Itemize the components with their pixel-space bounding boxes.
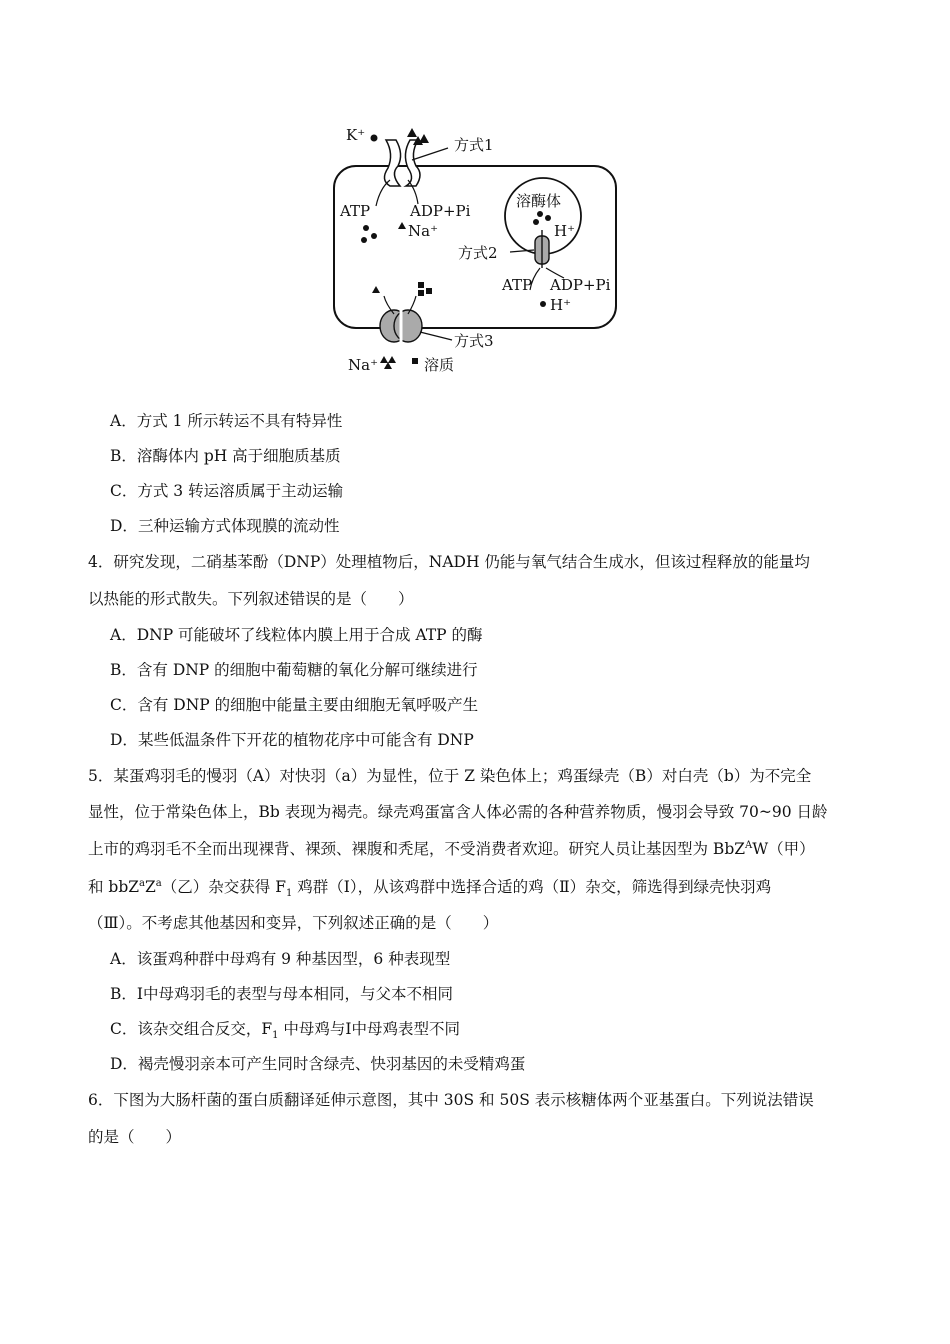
superscript: A bbox=[745, 839, 753, 851]
subscript: 1 bbox=[272, 1030, 279, 1042]
option-letter: C． bbox=[110, 482, 138, 500]
option-text: 方式 3 转运溶质属于主动运输 bbox=[137, 482, 344, 500]
solute-label: 溶质 bbox=[424, 356, 455, 374]
solute-square bbox=[426, 288, 432, 294]
method1-label: 方式1 bbox=[454, 136, 494, 154]
q4-option-b bbox=[110, 659, 478, 681]
text-run: W（甲） bbox=[752, 840, 815, 858]
h-ion-dot bbox=[540, 301, 546, 307]
option-text: 含有 DNP 的细胞中葡萄糖的氧化分解可继续进行 bbox=[136, 661, 478, 679]
q3-option-b bbox=[110, 445, 341, 467]
text-run: 和 bbZ bbox=[88, 878, 140, 896]
q5-stem-line4 bbox=[88, 876, 771, 898]
h-ion-dot bbox=[533, 219, 539, 225]
option-text: 某些低温条件下开花的植物花序中可能含有 DNP bbox=[137, 731, 474, 749]
q5-option-d: D．褐壳慢羽亲本可产生同时含绿壳、快羽基因的未受精鸡蛋 bbox=[110, 1055, 526, 1073]
na-ion-triangle bbox=[384, 362, 392, 369]
na-ion-triangle bbox=[388, 356, 396, 363]
q4-stem-line2: 以热能的形式散失。下列叙述错误的是（ ） bbox=[88, 590, 414, 608]
atp-label-1: ATP bbox=[340, 202, 371, 220]
option-text: DNP 可能破坏了线粒体内膜上用于合成 ATP 的酶 bbox=[136, 626, 483, 644]
text-run: Z bbox=[145, 878, 156, 896]
option-letter: B． bbox=[110, 661, 137, 679]
q4-stem-line1: 4．研究发现，二硝基苯酚（DNP）处理植物后，NADH 仍能与氧气结合生成水，但该过程释放的能量均 bbox=[88, 553, 810, 571]
q4-option-d bbox=[110, 729, 474, 751]
option-letter: D． bbox=[110, 731, 138, 749]
h-plus-inner-label: H⁺ bbox=[554, 222, 575, 240]
option-letter: A． bbox=[110, 412, 137, 430]
option-text: 溶酶体内 pH 高于细胞质基质 bbox=[136, 447, 341, 465]
h-plus-outer-label: H⁺ bbox=[550, 296, 571, 314]
option-text: 含有 DNP 的细胞中能量主要由细胞无氧呼吸产生 bbox=[137, 696, 479, 714]
solute-square bbox=[418, 290, 424, 296]
k-plus-label: K⁺ bbox=[346, 126, 366, 144]
q6-stem-line1: 6．下图为大肠杆菌的蛋白质翻译延伸示意图，其中 30S 和 50S 表示核糖体两个亚基蛋白。下列说法错误 bbox=[88, 1091, 814, 1109]
membrane-transport-diagram bbox=[328, 118, 628, 380]
option-letter: A． bbox=[110, 626, 137, 644]
text-run: 中母鸡与Ⅰ中母鸡表型不同 bbox=[278, 1020, 461, 1038]
q5-option-a: A．该蛋鸡种群中母鸡有 9 种基因型，6 种表现型 bbox=[110, 950, 451, 968]
h-ion-dot bbox=[537, 211, 543, 217]
q5-stem-line2: 显性，位于常染色体上，Bb 表现为褐壳。绿壳鸡蛋富含人体必需的各种营养物质，慢羽会导致 70~90 日龄 bbox=[88, 803, 828, 821]
na-ion-triangle bbox=[372, 286, 380, 293]
option-letter: B． bbox=[110, 447, 137, 465]
q4-option-c bbox=[110, 694, 478, 716]
q5-option-b: B．Ⅰ中母鸡羽毛的表型与母本相同，与父本不相同 bbox=[110, 985, 454, 1003]
option-text: 三种运输方式体现膜的流动性 bbox=[137, 517, 340, 535]
pump-left-half bbox=[384, 140, 400, 186]
na-ion-triangle bbox=[380, 356, 388, 363]
q3-option-a bbox=[110, 410, 342, 432]
atp-label-2: ATP bbox=[502, 276, 533, 294]
q3-option-c bbox=[110, 480, 343, 502]
k-ion-dot bbox=[371, 135, 378, 142]
text-run: C．该杂交组合反交，F bbox=[110, 1020, 273, 1038]
pump-right-half bbox=[405, 140, 420, 186]
superscript: a bbox=[155, 877, 162, 889]
method1-pointer bbox=[412, 148, 448, 160]
method3-pointer bbox=[420, 332, 452, 340]
cotransporter-right bbox=[394, 310, 422, 342]
method2-label: 方式2 bbox=[458, 244, 498, 262]
q5-stem-line5: （Ⅲ）。不考虑其他基因和变异，下列叙述正确的是（ ） bbox=[88, 914, 499, 932]
na-ion-triangle bbox=[407, 128, 417, 137]
text-run: 鸡群（Ⅰ），从该鸡群中选择合适的鸡（Ⅱ）杂交，筛选得到绿壳快羽鸡 bbox=[292, 878, 772, 896]
na-plus-outer-label: Na⁺ bbox=[348, 356, 378, 374]
option-letter: D． bbox=[110, 517, 138, 535]
k-ion-dot bbox=[363, 225, 369, 231]
option-letter: C． bbox=[110, 696, 138, 714]
method3-label: 方式3 bbox=[454, 332, 494, 350]
h-ion-dot bbox=[545, 215, 551, 221]
option-text: 方式 1 所示转运不具有特异性 bbox=[136, 412, 343, 430]
solute-square bbox=[412, 358, 418, 364]
q5-stem-line1: 5．某蛋鸡羽毛的慢羽（A）对快羽（a）为显性，位于 Z 染色体上；鸡蛋绿壳（B）对白壳（b）为不完全 bbox=[88, 767, 812, 785]
k-ion-dot bbox=[361, 237, 367, 243]
q5-stem-line3 bbox=[88, 838, 815, 860]
subscript: 1 bbox=[285, 888, 293, 900]
superscript: a bbox=[139, 877, 146, 889]
adp-label-1: ADP+Pi bbox=[410, 202, 471, 220]
q6-stem-line2: 的是（ ） bbox=[88, 1128, 182, 1146]
q5-option-c bbox=[110, 1018, 460, 1040]
lysosome-label: 溶酶体 bbox=[516, 192, 562, 210]
text-run: （乙）杂交获得 F bbox=[161, 878, 286, 896]
diagram-svg bbox=[328, 118, 628, 380]
na-plus-inner-label: Na⁺ bbox=[408, 222, 438, 240]
text-run: 上市的鸡羽毛不全而出现裸背、裸颈、裸腹和秃尾，不受消费者欢迎。研究人员让基因型为 BbZ bbox=[88, 840, 746, 858]
adp-label-2: ADP+Pi bbox=[550, 276, 611, 294]
k-ion-dot bbox=[371, 233, 377, 239]
na-ion-triangle bbox=[398, 222, 406, 229]
solute-square bbox=[418, 282, 424, 288]
q4-option-a bbox=[110, 624, 483, 646]
q3-option-d bbox=[110, 515, 339, 537]
